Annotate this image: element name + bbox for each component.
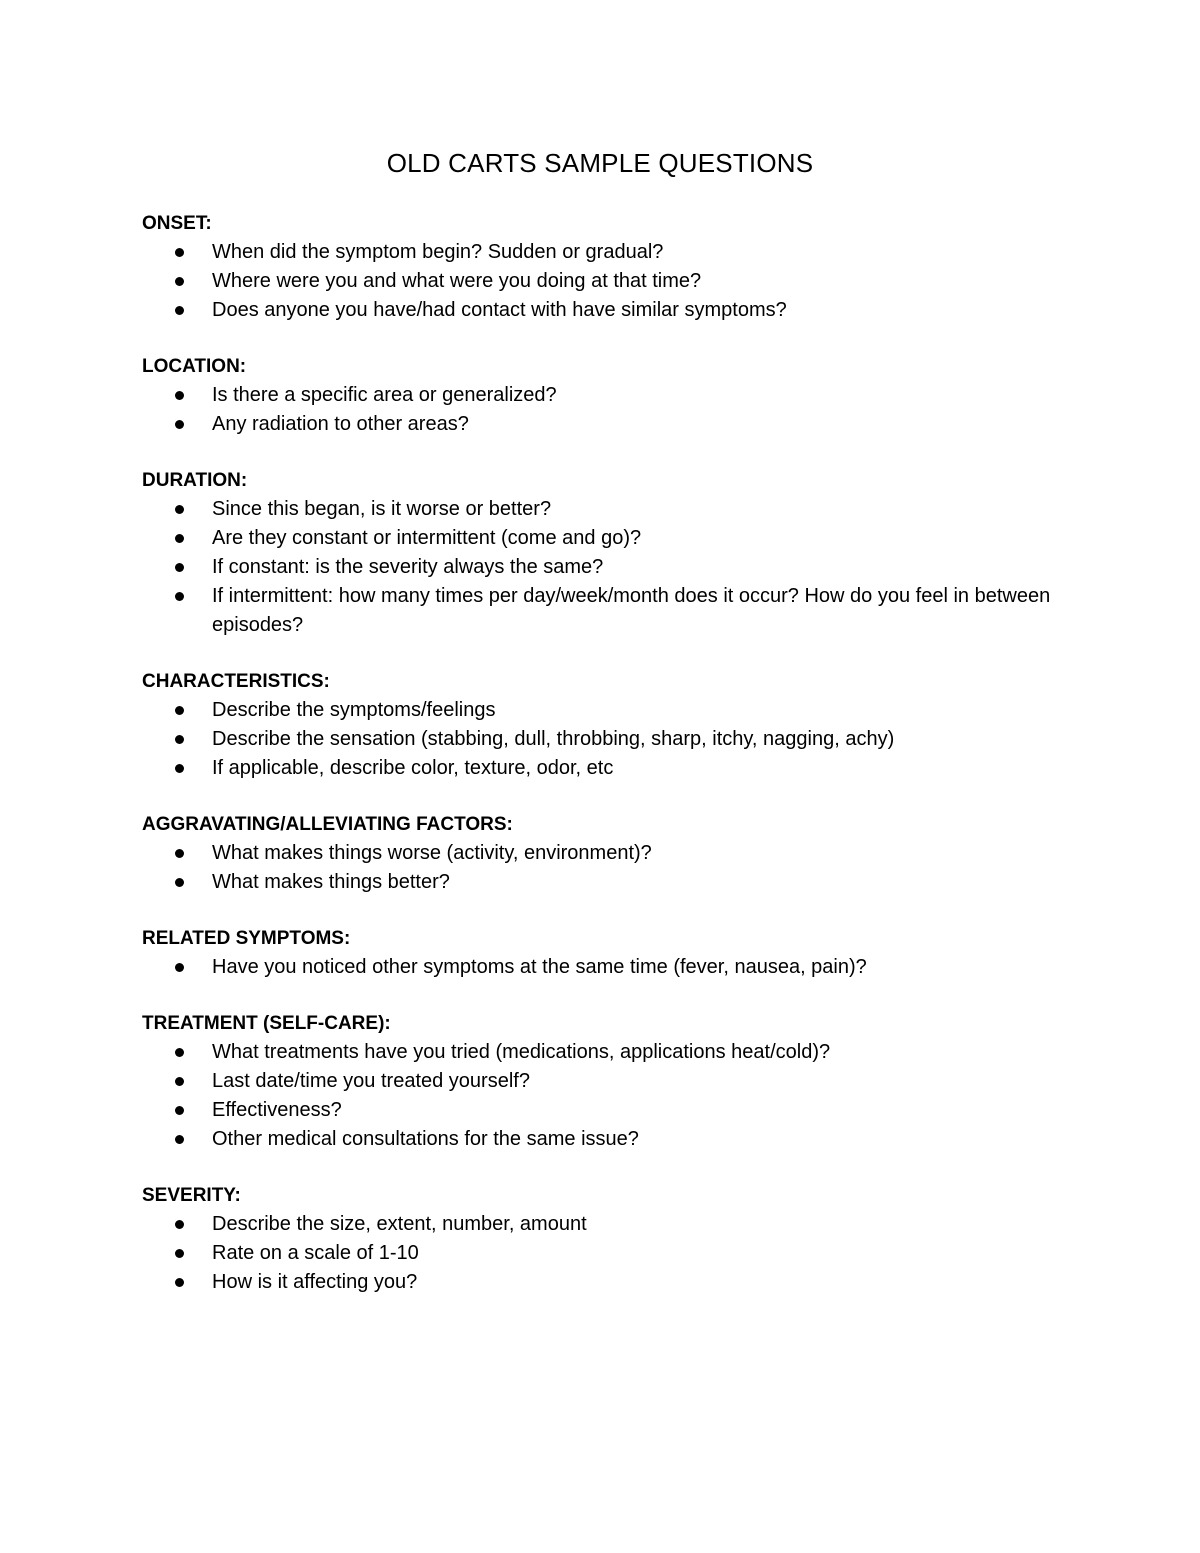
bullet-icon — [175, 1077, 184, 1086]
bullet-icon — [175, 592, 184, 601]
question-list — [142, 1038, 1102, 1154]
list-item — [142, 1210, 1102, 1239]
list-item — [142, 754, 1102, 783]
bullet-icon — [175, 1048, 184, 1057]
list-item-text: When did the symptom begin? Sudden or gradual? — [212, 241, 664, 263]
bullet-icon — [175, 391, 184, 400]
section-heading: CHARACTERISTICS: — [142, 671, 330, 692]
list-item — [142, 953, 1102, 982]
list-item — [142, 696, 1102, 725]
list-item — [142, 410, 1102, 439]
question-list — [142, 696, 1102, 783]
bullet-icon — [175, 1135, 184, 1144]
list-item-text: Any radiation to other areas? — [212, 413, 469, 435]
bullet-icon — [175, 1278, 184, 1287]
list-item-text: Where were you and what were you doing at that time? — [212, 270, 702, 292]
list-item-text: Last date/time you treated yourself? — [212, 1070, 530, 1092]
list-item-text: Effectiveness? — [212, 1099, 342, 1121]
list-item-text: Describe the size, extent, number, amount — [212, 1213, 587, 1235]
section-heading: LOCATION: — [142, 356, 247, 377]
bullet-icon — [175, 1249, 184, 1258]
document-body — [142, 209, 1102, 1324]
list-item-text: What treatments have you tried (medications, applications heat/cold)? — [212, 1041, 831, 1063]
list-item-text: If constant: is the severity always the same? — [212, 556, 604, 578]
question-list — [142, 238, 1102, 325]
section-onset — [142, 209, 1102, 325]
bullet-icon — [175, 534, 184, 543]
bullet-icon — [175, 963, 184, 972]
list-item — [142, 868, 1102, 897]
bullet-icon — [175, 563, 184, 572]
list-item-text: Rate on a scale of 1-10 — [212, 1242, 419, 1264]
list-item — [142, 524, 1102, 553]
list-item-text: Are they constant or intermittent (come and go)? — [212, 527, 642, 549]
list-item-text: If applicable, describe color, texture, odor, etc — [212, 757, 614, 779]
list-item-text: What makes things worse (activity, environment)? — [212, 842, 652, 864]
bullet-icon — [175, 849, 184, 858]
section-heading: AGGRAVATING/ALLEVIATING FACTORS: — [142, 814, 513, 835]
list-item — [142, 495, 1102, 524]
section-heading: ONSET: — [142, 213, 212, 234]
section-heading: TREATMENT (SELF-CARE): — [142, 1013, 391, 1034]
list-item-text: Have you noticed other symptoms at the same time (fever, nausea, pain)? — [212, 956, 867, 978]
list-item-text: What makes things better? — [212, 871, 450, 893]
section-related-symptoms — [142, 924, 1102, 982]
bullet-icon — [175, 1106, 184, 1115]
list-item — [142, 267, 1102, 296]
section-heading: DURATION: — [142, 470, 248, 491]
section-characteristics — [142, 667, 1102, 783]
question-list — [142, 953, 1102, 982]
section-location — [142, 352, 1102, 439]
bullet-icon — [175, 1220, 184, 1229]
list-item-text: Does anyone you have/had contact with have similar symptoms? — [212, 299, 787, 321]
page-title: OLD CARTS SAMPLE QUESTIONS — [386, 148, 814, 178]
list-item-text: Since this began, is it worse or better? — [212, 498, 552, 520]
section-duration — [142, 466, 1102, 640]
list-item — [142, 1268, 1102, 1297]
list-item — [142, 1096, 1102, 1125]
question-list — [142, 1210, 1102, 1297]
list-item — [142, 725, 1102, 754]
bullet-icon — [175, 505, 184, 514]
list-item-text: Describe the sensation (stabbing, dull, throbbing, sharp, itchy, nagging, achy) — [212, 728, 895, 750]
section-heading: SEVERITY: — [142, 1185, 241, 1206]
bullet-icon — [175, 420, 184, 429]
section-aggravating-alleviating — [142, 810, 1102, 897]
list-item-text: Describe the symptoms/feelings — [212, 699, 496, 721]
question-list — [142, 839, 1102, 897]
question-list — [142, 381, 1102, 439]
section-heading: RELATED SYMPTOMS: — [142, 928, 351, 949]
bullet-icon — [175, 248, 184, 257]
list-item — [142, 1067, 1102, 1096]
list-item — [142, 582, 1102, 640]
list-item-text: How is it affecting you? — [212, 1271, 418, 1293]
bullet-icon — [175, 764, 184, 773]
list-item — [142, 296, 1102, 325]
question-list — [142, 495, 1102, 640]
bullet-icon — [175, 306, 184, 315]
bullet-icon — [175, 878, 184, 887]
list-item — [142, 381, 1102, 410]
list-item — [142, 1038, 1102, 1067]
list-item — [142, 238, 1102, 267]
list-item — [142, 839, 1102, 868]
bullet-icon — [175, 735, 184, 744]
bullet-icon — [175, 277, 184, 286]
bullet-icon — [175, 706, 184, 715]
section-severity — [142, 1181, 1102, 1297]
list-item-text: Is there a specific area or generalized? — [212, 384, 557, 406]
list-item — [142, 553, 1102, 582]
list-item-text: If intermittent: how many times per day/week/month does it occur? How do you feel in between episodes? — [212, 585, 1051, 636]
list-item — [142, 1125, 1102, 1154]
list-item — [142, 1239, 1102, 1268]
section-treatment — [142, 1009, 1102, 1154]
list-item-text: Other medical consultations for the same issue? — [212, 1128, 639, 1150]
